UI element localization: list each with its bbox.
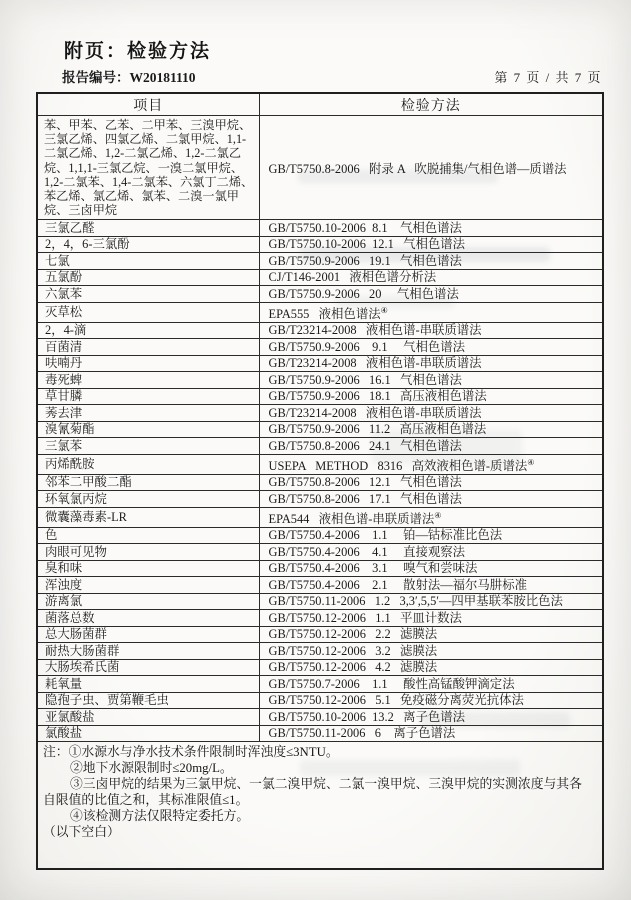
method-cell: GB/T5750.8-2006 附录 A 吹脱捕集/气相色谱—质谱法 xyxy=(259,116,603,220)
method-cell: GB/T5750.4-2006 1.1 铂—钴标准比色法 xyxy=(259,527,603,544)
item-cell: 七氯 xyxy=(37,253,259,270)
note-line: ④该检测方法仅限特定委托方。 xyxy=(70,808,250,823)
table-row xyxy=(37,438,603,455)
item-cell: 灭草松 xyxy=(37,302,259,322)
method-cell: GB/T5750.9-2006 11.2 高压液相色谱法 xyxy=(259,421,603,438)
method-cell: EPA544 液相色谱-串联质谱法④ xyxy=(259,507,603,527)
method-cell: GB/T5750.9-2006 9.1 气相色谱法 xyxy=(259,339,603,356)
table-row xyxy=(37,405,603,422)
item-cell: 丙烯酰胺 xyxy=(37,454,259,474)
table-row xyxy=(37,659,603,676)
item-cell: 莠去津 xyxy=(37,405,259,422)
item-cell: 耐热大肠菌群 xyxy=(37,643,259,660)
table-row xyxy=(37,577,603,594)
method-cell: GB/T5750.9-2006 18.1 高压液相色谱法 xyxy=(259,388,603,405)
item-cell: 浑浊度 xyxy=(37,577,259,594)
blank-note: （以下空白） xyxy=(43,825,120,840)
item-cell: 氯酸盐 xyxy=(37,725,259,742)
method-cell: EPA555 液相色谱法④ xyxy=(259,302,603,322)
method-cell: CJ/T146-2001 液相色谱分析法 xyxy=(259,269,603,286)
method-cell: GB/T5750.12-2006 3.2 滤膜法 xyxy=(259,643,603,660)
table-row xyxy=(37,322,603,339)
item-cell: 大肠埃希氏菌 xyxy=(37,659,259,676)
method-cell: GB/T5750.12-2006 5.1 免疫磁分离荧光抗体法 xyxy=(259,692,603,709)
table-row xyxy=(37,220,603,237)
item-cell: 三氯乙醛 xyxy=(37,220,259,237)
table-row xyxy=(37,421,603,438)
item-cell: 苯、甲苯、乙苯、二甲苯、三溴甲烷、三氯乙烯、四氯乙烯、二氯甲烷、1,1-二氯乙烯、1,2-二氯乙烯、1,2-二氯乙烷、1,1,1-三氯乙烷、一溴二氯甲烷、1,2-二氯苯、1,4-二氯苯、六氯丁二烯、苯乙烯、氯乙烯、氯苯、二溴一氯甲烷、三卤甲烷 xyxy=(37,116,259,220)
table-row xyxy=(37,643,603,660)
table-row xyxy=(37,560,603,577)
table-row xyxy=(37,491,603,508)
method-footnote-marker: ④ xyxy=(527,457,535,467)
item-cell: 环氧氯丙烷 xyxy=(37,491,259,508)
notes xyxy=(43,745,594,824)
table-row xyxy=(37,626,603,643)
item-cell: 耗氧量 xyxy=(37,676,259,693)
method-cell: GB/T5750.8-2006 24.1 气相色谱法 xyxy=(259,438,603,455)
table-row xyxy=(37,355,603,372)
column-header-method: 检验方法 xyxy=(259,93,603,116)
method-cell: GB/T5750.7-2006 1.1 酸性高锰酸钾滴定法 xyxy=(259,676,603,693)
method-cell: GB/T5750.11-2006 1.2 3,3′,5,5′—四甲基联苯胺比色法 xyxy=(259,593,603,610)
item-cell: 百菌清 xyxy=(37,339,259,356)
table-row xyxy=(37,269,603,286)
method-cell: GB/T5750.11-2006 6 离子色谱法 xyxy=(259,725,603,742)
notes-row xyxy=(37,742,603,870)
method-cell: GB/T5750.10-2006 13.2 离子色谱法 xyxy=(259,709,603,726)
method-cell: GB/T23214-2008 液相色谱-串联质谱法 xyxy=(259,322,603,339)
item-cell: 肉眼可见物 xyxy=(37,544,259,561)
note-line: ②地下水源限制时≤20mg/L。 xyxy=(70,761,233,776)
page-indicator: 第 7 页 / 共 7 页 xyxy=(494,70,602,85)
table-row xyxy=(37,527,603,544)
table-row xyxy=(37,454,603,474)
table-row xyxy=(37,676,603,693)
notes-cell xyxy=(37,742,603,870)
table-row xyxy=(37,507,603,527)
table-row xyxy=(37,236,603,253)
table-row xyxy=(37,692,603,709)
table-row xyxy=(37,610,603,627)
method-cell: USEPA METHOD 8316 高效液相色谱-质谱法④ xyxy=(259,454,603,474)
method-cell: GB/T5750.4-2006 2.1 散射法—福尔马肼标准 xyxy=(259,577,603,594)
note-line: ③三卤甲烷的结果为三氯甲烷、一氯二溴甲烷、二氯一溴甲烷、三溴甲烷的实测浓度与其各自限值的比值之和，其标准限值≤1。 xyxy=(43,777,582,807)
item-cell: 隐孢子虫、贾第鞭毛虫 xyxy=(37,692,259,709)
method-cell: GB/T5750.12-2006 1.1 平皿计数法 xyxy=(259,610,603,627)
method-cell: GB/T5750.9-2006 19.1 气相色谱法 xyxy=(259,253,603,270)
item-cell: 臭和味 xyxy=(37,560,259,577)
method-cell: GB/T5750.12-2006 2.2 滤膜法 xyxy=(259,626,603,643)
method-cell: GB/T23214-2008 液相色谱-串联质谱法 xyxy=(259,355,603,372)
table-row xyxy=(37,388,603,405)
method-cell: GB/T5750.4-2006 3.1 嗅气和尝味法 xyxy=(259,560,603,577)
table-row xyxy=(37,339,603,356)
method-cell: GB/T5750.9-2006 20 气相色谱法 xyxy=(259,286,603,303)
table-row xyxy=(37,725,603,742)
report-number: 报告编号：W20181110 xyxy=(62,70,196,85)
method-footnote-marker: ④ xyxy=(434,510,442,520)
item-cell: 微囊藻毒素-LR xyxy=(37,507,259,527)
item-cell: 色 xyxy=(37,527,259,544)
note-line: 注：①水源水与净水技术条件限制时浑浊度≤3NTU。 xyxy=(43,745,339,760)
item-cell: 亚氯酸盐 xyxy=(37,709,259,726)
table-row xyxy=(37,593,603,610)
inspection-method-table xyxy=(36,92,604,870)
method-cell: GB/T5750.8-2006 17.1 气相色谱法 xyxy=(259,491,603,508)
table-row xyxy=(37,372,603,389)
item-cell: 六氯苯 xyxy=(37,286,259,303)
method-footnote-marker: ④ xyxy=(380,305,388,315)
method-cell: GB/T5750.4-2006 4.1 直接观察法 xyxy=(259,544,603,561)
item-cell: 呋喃丹 xyxy=(37,355,259,372)
table-row xyxy=(37,302,603,322)
method-cell: GB/T5750.9-2006 16.1 气相色谱法 xyxy=(259,372,603,389)
method-cell: GB/T23214-2008 液相色谱-串联质谱法 xyxy=(259,405,603,422)
column-header-item: 项目 xyxy=(37,93,259,116)
item-cell: 2，4-滴 xyxy=(37,322,259,339)
item-cell: 毒死蜱 xyxy=(37,372,259,389)
item-cell: 邻苯二甲酸二酯 xyxy=(37,474,259,491)
item-cell: 溴氰菊酯 xyxy=(37,421,259,438)
method-cell: GB/T5750.12-2006 4.2 滤膜法 xyxy=(259,659,603,676)
item-cell: 菌落总数 xyxy=(37,610,259,627)
item-cell: 游离氯 xyxy=(37,593,259,610)
meta-row xyxy=(62,66,602,86)
item-cell: 总大肠菌群 xyxy=(37,626,259,643)
item-cell: 2，4，6-三氯酚 xyxy=(37,236,259,253)
method-cell: GB/T5750.8-2006 12.1 气相色谱法 xyxy=(259,474,603,491)
method-cell: GB/T5750.10-2006 12.1 气相色谱法 xyxy=(259,236,603,253)
page-title: 附页：检验方法 xyxy=(64,41,212,62)
table-body xyxy=(37,116,603,742)
table-row xyxy=(37,709,603,726)
item-cell: 草甘膦 xyxy=(37,388,259,405)
table-header-row xyxy=(37,93,603,116)
table-row xyxy=(37,116,603,220)
item-cell: 五氯酚 xyxy=(37,269,259,286)
item-cell: 三氯苯 xyxy=(37,438,259,455)
table-row xyxy=(37,474,603,491)
method-cell: GB/T5750.10-2006 8.1 气相色谱法 xyxy=(259,220,603,237)
table-row xyxy=(37,544,603,561)
table-row xyxy=(37,286,603,303)
table-row xyxy=(37,253,603,270)
